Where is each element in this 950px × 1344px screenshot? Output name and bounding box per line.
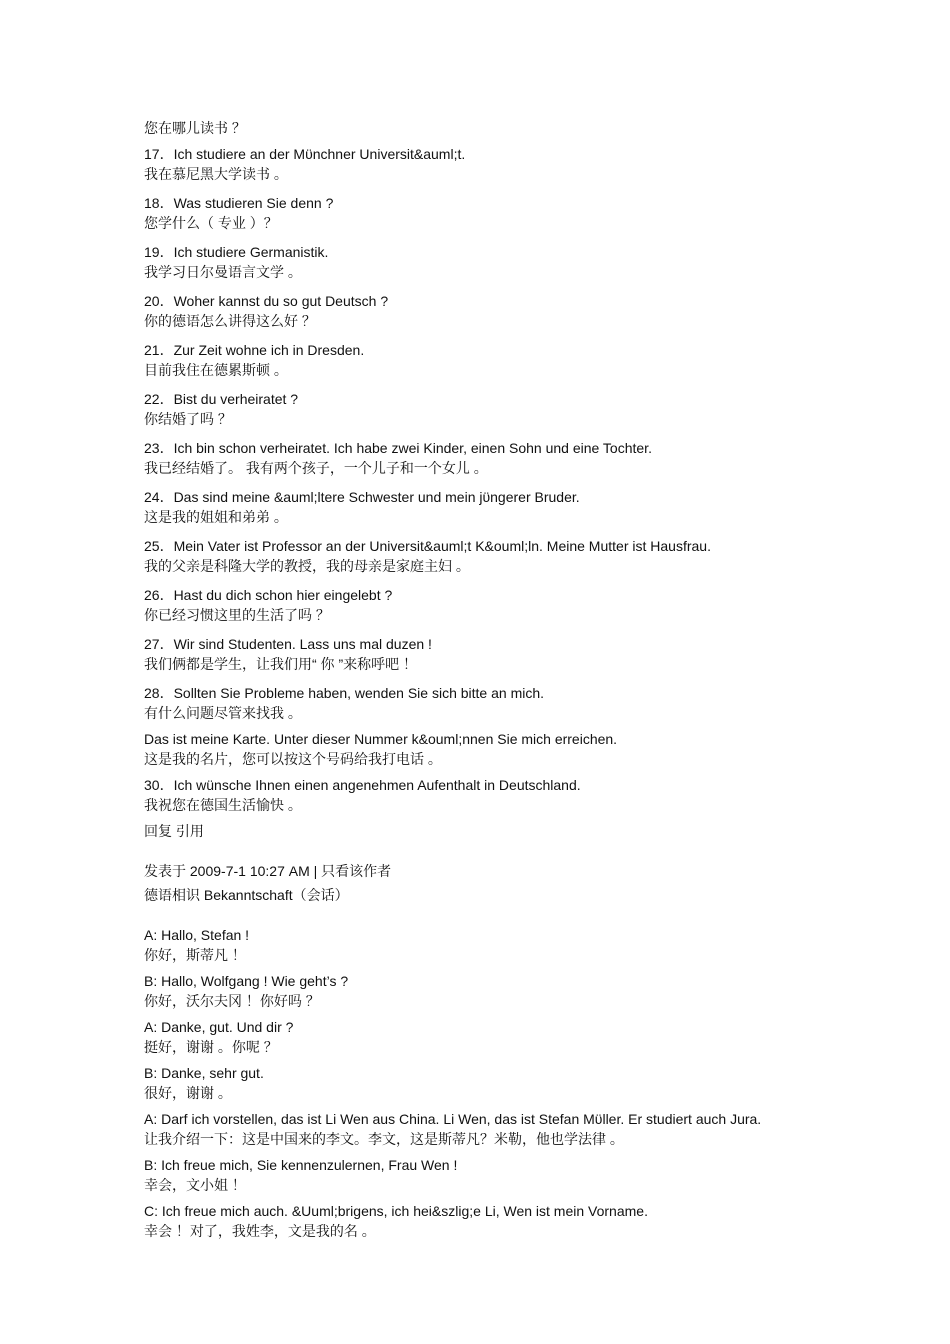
phrase-item — [144, 634, 844, 674]
phrase-german: 28．Sollten Sie Probleme haben, wenden Sie sich bitte an mich. — [144, 685, 545, 701]
phrase-chinese: 你的德语怎么讲得这么好 ？ — [144, 313, 316, 329]
phrase-item — [144, 585, 844, 625]
phrase-chinese: 目前我住在德累斯顿 。 — [144, 362, 288, 378]
phrase-german: 27．Wir sind Studenten. Lass uns mal duzen ! — [144, 636, 432, 652]
phrase-chinese: 这是我的名片，您可以按这个号码给我打电话 。 — [144, 751, 442, 767]
phrase-item — [144, 775, 844, 815]
dialogue-german: A: Hallo, Stefan ! — [144, 927, 250, 943]
phrase-german: Das ist meine Karte. Unter dieser Nummer k&ouml;nnen Sie mich erreichen. — [144, 731, 618, 747]
phrase-chinese: 有什么问题尽管来找我 。 — [144, 705, 302, 721]
dialogue-line — [144, 1017, 844, 1057]
dialogue-line — [144, 971, 844, 1011]
dialogue-line — [144, 1201, 844, 1241]
phrase-item — [144, 144, 844, 184]
dialogue-chinese: 很好，谢谢 。 — [144, 1085, 232, 1101]
spacer — [144, 841, 844, 861]
post-timestamp: 发表于 2009-7-1 10:27 AM — [144, 863, 310, 879]
post-actions — [144, 821, 844, 841]
phrase-german: 18．Was studieren Sie denn ? — [144, 195, 334, 211]
phrase-item — [144, 683, 844, 723]
phrase-item — [144, 291, 844, 331]
dialogue-german: A: Danke, gut. Und dir ? — [144, 1019, 294, 1035]
intro-block — [144, 118, 844, 138]
phrase-german: 19．Ich studiere Germanistik. — [144, 244, 329, 260]
phrase-chinese: 我们俩都是学生，让我们用“ 你 ”来称呼吧 ！ — [144, 656, 417, 672]
phrase-item — [144, 729, 844, 769]
phrase-item — [144, 193, 844, 233]
phrase-chinese: 你已经习惯这里的生活了吗 ？ — [144, 607, 330, 623]
phrase-chinese: 我在慕尼黑大学读书 。 — [144, 166, 288, 182]
dialogue-chinese: 幸会，文小姐 ！ — [144, 1177, 246, 1193]
post-title: 德语相识 Bekanntschaft（会话） — [144, 887, 349, 903]
phrase-chinese: 我学习日尔曼语言文学 。 — [144, 264, 302, 280]
phrase-chinese: 您学什么（ 专业 ）？ — [144, 215, 278, 231]
phrase-german: 22．Bist du verheiratet ? — [144, 391, 299, 407]
phrase-item — [144, 389, 844, 429]
phrase-item — [144, 242, 844, 282]
phrase-chinese: 我已经结婚了。 我有两个孩子，一个儿子和一个女儿 。 — [144, 460, 488, 476]
dialogue-german: B: Ich freue mich, Sie kennenzulernen, Frau Wen ! — [144, 1157, 458, 1173]
phrase-chinese: 我祝您在德国生活愉快 。 — [144, 797, 302, 813]
phrase-german: 30．Ich wünsche Ihnen einen angenehmen Aufenthalt in Deutschland. — [144, 777, 581, 793]
phrase-german: 24．Das sind meine &auml;ltere Schwester und mein jϋngerer Bruder. — [144, 489, 580, 505]
phrase-item — [144, 438, 844, 478]
dialogue-german: B: Danke, sehr gut. — [144, 1065, 264, 1081]
dialogue-chinese: 幸会 ！对了，我姓李，文是我的名 。 — [144, 1223, 376, 1239]
dialogue-chinese: 挺好，谢谢 。你呢 ？ — [144, 1039, 278, 1055]
document-page — [144, 118, 844, 1247]
phrase-german: 26．Hast du dich schon hier eingelebt ? — [144, 587, 393, 603]
phrase-item — [144, 487, 844, 527]
phrase-item — [144, 340, 844, 380]
post-meta — [144, 861, 844, 881]
dialogue-german: C: Ich freue mich auch. &Uuml;brigens, ich hei&szlig;e Li, Wen ist mein Vorname. — [144, 1203, 648, 1219]
dialogue-line — [144, 1155, 844, 1195]
meta-separator: | — [313, 863, 318, 879]
reply-link[interactable]: 回复 — [144, 823, 172, 839]
phrase-german: 25．Mein Vater ist Professor an der Universit&auml;t K&ouml;ln. Meine Mutter ist Hausfrau. — [144, 538, 711, 554]
phrase-german: 23．Ich bin schon verheiratet. Ich habe zwei Kinder, einen Sohn und eine Tochter. — [144, 440, 652, 456]
quote-link[interactable]: 引用 — [175, 823, 204, 839]
dialogue-chinese: 你好，斯蒂凡 ！ — [144, 947, 246, 963]
dialogue-line — [144, 1109, 844, 1149]
dialogue-line — [144, 925, 844, 965]
phrase-item — [144, 536, 844, 576]
intro-question: 您在哪儿读书 ？ — [144, 120, 246, 136]
dialogue-line — [144, 1063, 844, 1103]
phrase-chinese: 这是我的姐姐和弟弟 。 — [144, 509, 288, 525]
phrase-german: 17．Ich studiere an der Mϋnchner Universit&auml;t. — [144, 146, 466, 162]
spacer — [144, 905, 844, 925]
phrase-chinese: 你结婚了吗 ？ — [144, 411, 232, 427]
dialogue-german: A: Darf ich vorstellen, das ist Li Wen aus China. Li Wen, das ist Stefan Mϋller. Er studiert auch Jura. — [144, 1111, 762, 1127]
phrase-chinese: 我的父亲是科隆大学的教授，我的母亲是家庭主妇 。 — [144, 558, 470, 574]
dialogue-german: B: Hallo, Wolfgang ! Wie geht’s ? — [144, 973, 349, 989]
phrase-german: 21．Zur Zeit wohne ich in Dresden. — [144, 342, 365, 358]
phrase-german: 20．Woher kannst du so gut Deutsch ? — [144, 293, 389, 309]
dialogue-chinese: 让我介绍一下：这是中国来的李文。李文，这是斯蒂凡？米勒，他也学法律 。 — [144, 1131, 624, 1147]
dialogue-chinese: 你好，沃尔夫冈 ！你好吗 ？ — [144, 993, 320, 1009]
only-author-link[interactable]: 只看该作者 — [321, 863, 392, 879]
